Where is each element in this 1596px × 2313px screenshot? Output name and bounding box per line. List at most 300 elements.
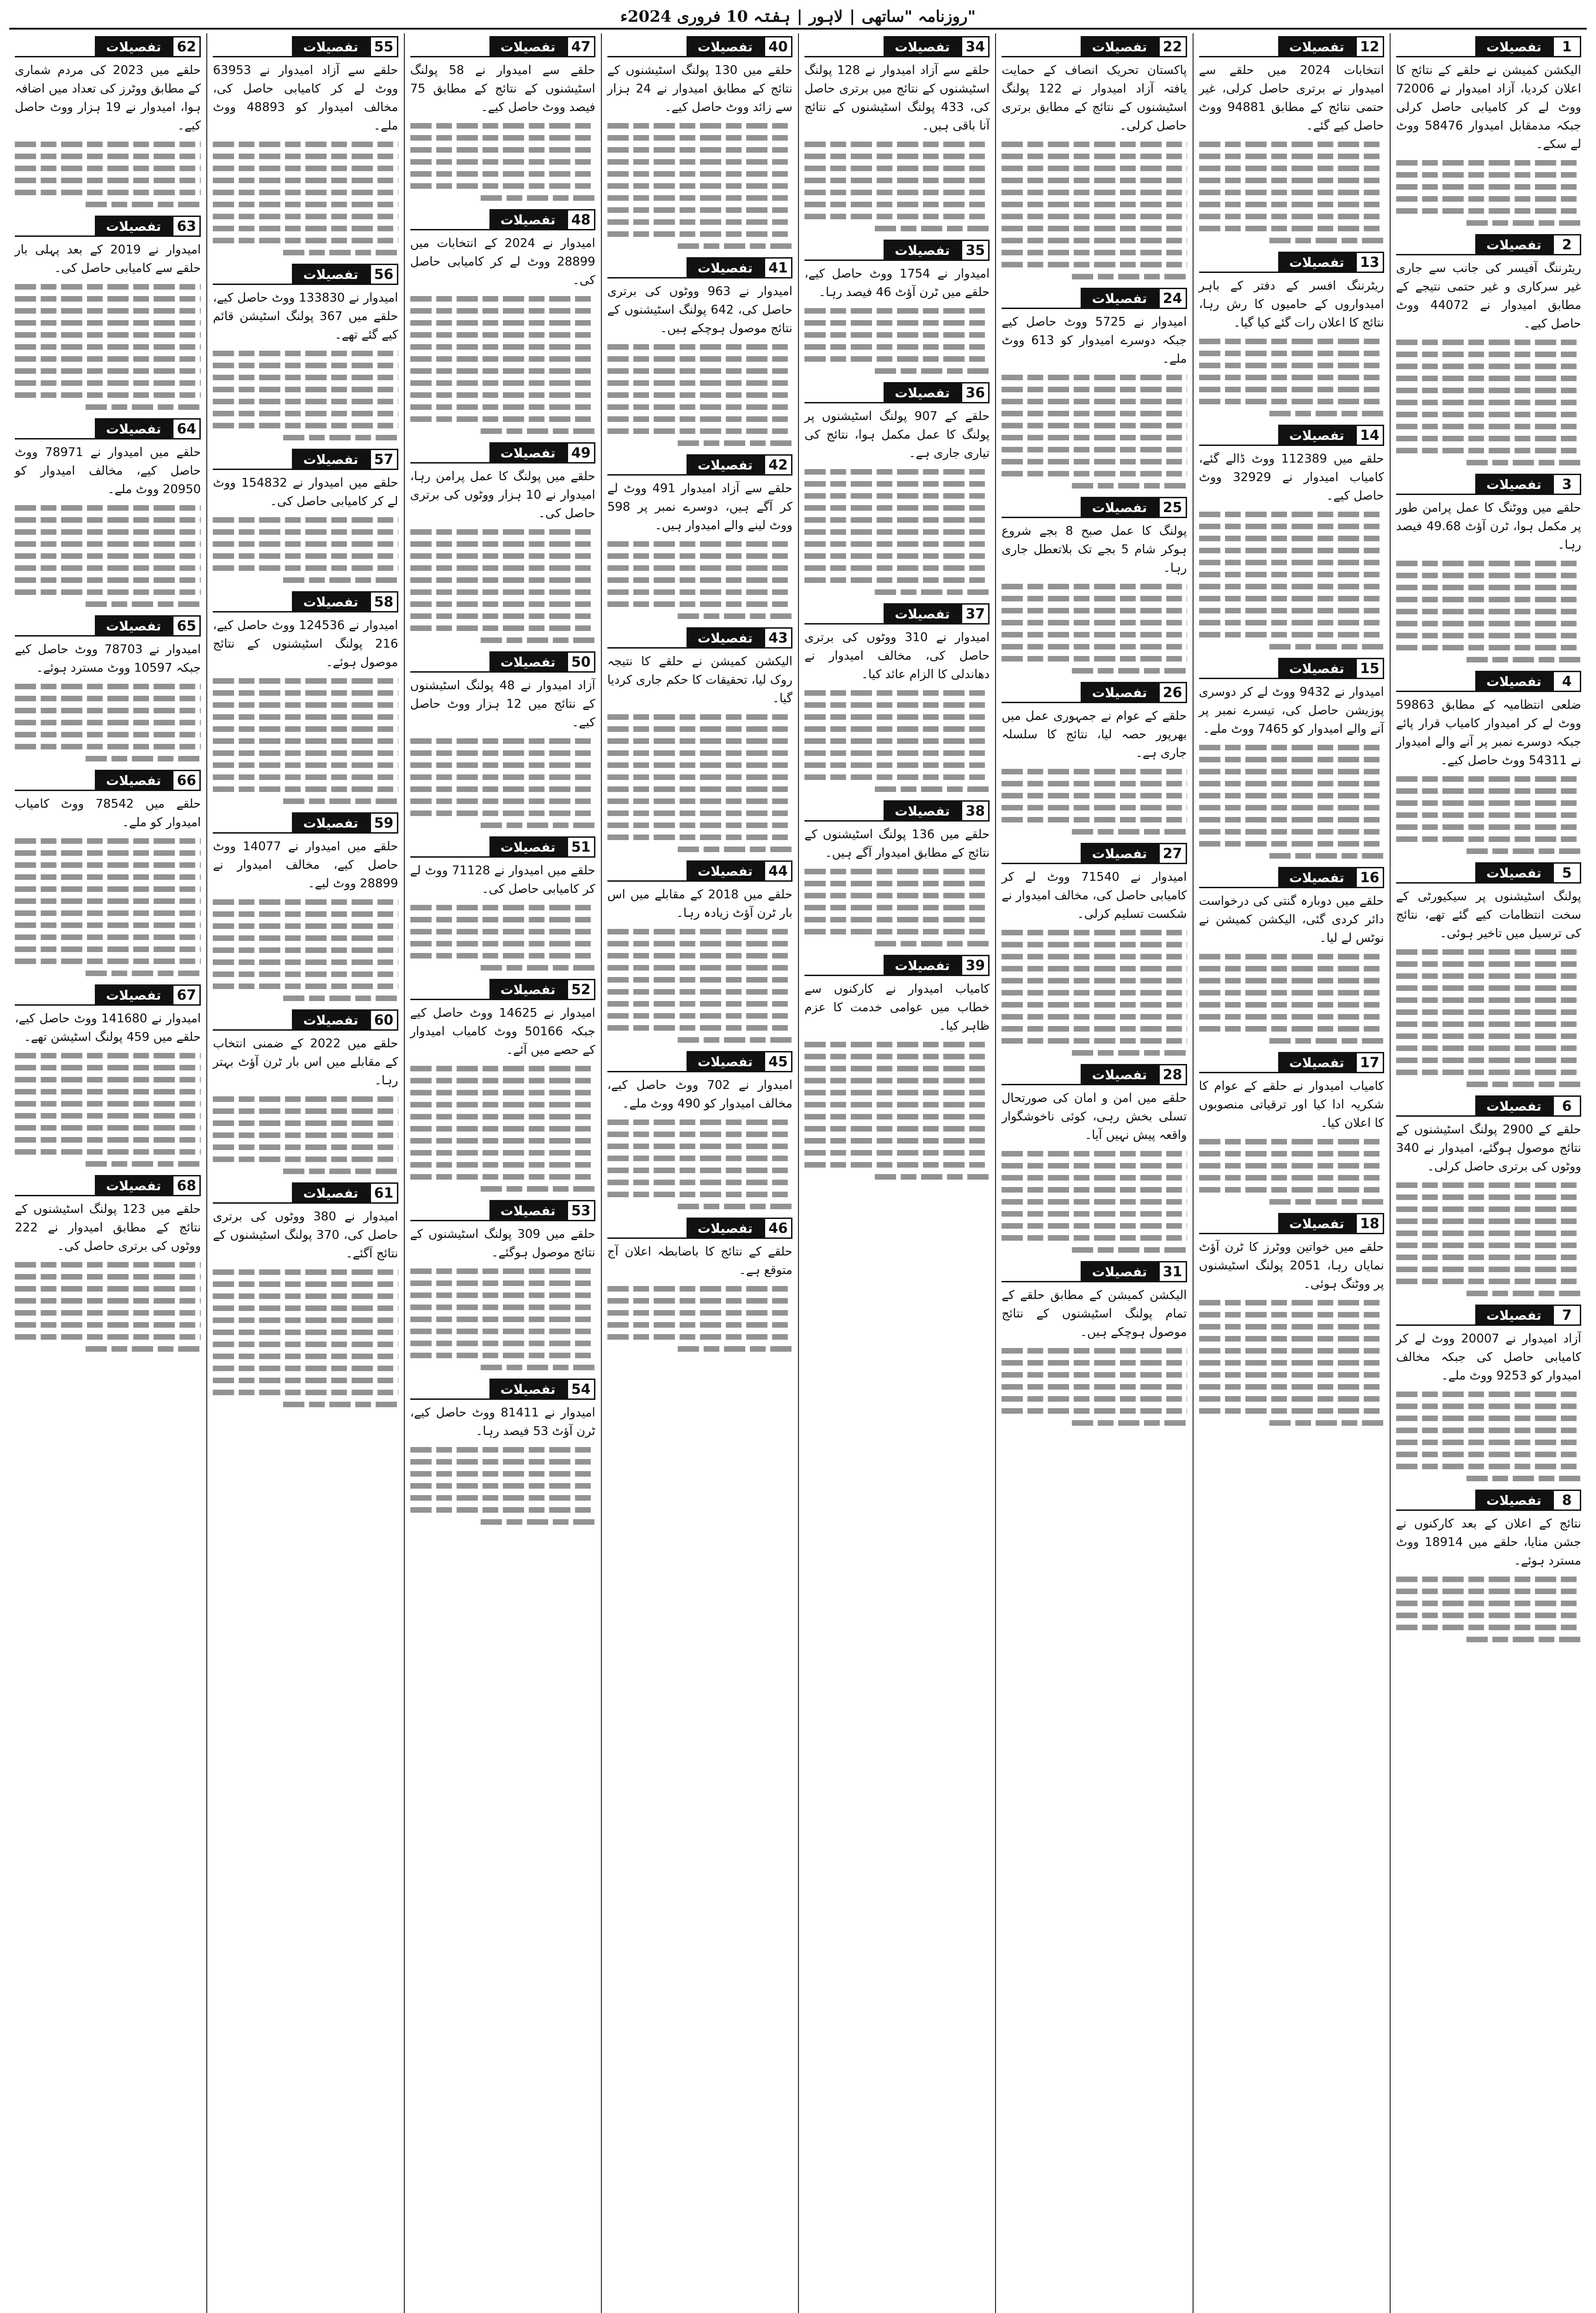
text-line bbox=[1002, 1187, 1187, 1193]
item-number: 36 bbox=[961, 382, 990, 403]
header-rule bbox=[1002, 288, 1081, 309]
section-header-bar bbox=[804, 240, 990, 261]
text-line bbox=[1199, 1187, 1384, 1193]
item-number: 25 bbox=[1158, 497, 1187, 518]
header-rule bbox=[410, 209, 489, 230]
text-line bbox=[804, 714, 990, 720]
text-line bbox=[804, 1150, 990, 1156]
text-line bbox=[1396, 1255, 1581, 1260]
text-line bbox=[15, 541, 201, 547]
text-line bbox=[1396, 1452, 1581, 1457]
text-line bbox=[1002, 632, 1187, 637]
item-number: 54 bbox=[567, 1379, 595, 1400]
text-line bbox=[1072, 1050, 1187, 1056]
header-rule bbox=[1199, 658, 1278, 679]
text-line bbox=[1199, 1014, 1384, 1020]
text-line bbox=[1002, 387, 1187, 392]
text-line bbox=[804, 774, 990, 780]
section-label: تفصیلات bbox=[292, 812, 369, 834]
header-rule bbox=[1002, 843, 1081, 864]
columns-grid bbox=[9, 33, 1587, 2313]
news-item bbox=[1002, 36, 1187, 279]
text-line bbox=[1396, 1182, 1581, 1188]
header-rule bbox=[410, 836, 489, 858]
text-line bbox=[1002, 644, 1187, 649]
item-text: حلقے کے 2900 پولنگ اسٹیشنوں کے نتائج موصول ہوگئے، امیدوار نے 340 ووٹوں کی برتری حاصل کرلی۔ bbox=[1396, 1123, 1581, 1174]
text-line bbox=[1199, 202, 1384, 207]
text-line bbox=[607, 380, 792, 386]
masthead-date: ہفتہ 10 فروری 2024ء bbox=[620, 7, 791, 26]
text-line bbox=[678, 440, 792, 446]
header-rule bbox=[213, 812, 292, 834]
text-line bbox=[607, 1168, 792, 1173]
text-line bbox=[607, 553, 792, 559]
text-line bbox=[607, 171, 792, 177]
news-column bbox=[404, 33, 601, 2313]
section-label: تفصیلات bbox=[1475, 1305, 1553, 1326]
news-item bbox=[804, 603, 990, 792]
section-label: تفصیلات bbox=[1081, 1261, 1158, 1282]
text-line bbox=[15, 862, 201, 868]
text-line bbox=[804, 690, 990, 696]
header-rule bbox=[607, 1218, 687, 1239]
section-header-bar bbox=[410, 651, 595, 673]
news-item bbox=[1002, 843, 1187, 1056]
section-label: تفصیلات bbox=[95, 984, 172, 1006]
text-line bbox=[1002, 1396, 1187, 1402]
header-rule bbox=[213, 264, 292, 285]
text-line bbox=[1002, 769, 1187, 774]
text-line bbox=[1396, 1440, 1581, 1445]
item-text: حلقے کے عوام نے جمہوری عمل میں بھرپور حصہ لیا، نتائج کا سلسلہ جاری ہے۔ bbox=[1002, 709, 1187, 760]
text-line bbox=[410, 356, 595, 362]
text-line bbox=[86, 202, 201, 207]
item-text: حلقے میں 130 پولنگ اسٹیشنوں کے نتائج کے مطابق امیدوار نے 24 ہزار سے زائد ووٹ حاصل کیے۔ bbox=[607, 63, 793, 114]
item-text: حلقے میں امن و امان کی صورتحال تسلی بخش رہی، کوئی ناخوشگوار واقعہ پیش نہیں آیا۔ bbox=[1002, 1091, 1187, 1142]
news-item bbox=[15, 216, 201, 410]
text-line bbox=[86, 404, 201, 410]
text-lines-filler bbox=[1396, 776, 1581, 854]
text-line bbox=[410, 1483, 595, 1489]
header-rule bbox=[213, 449, 292, 470]
text-line bbox=[1002, 954, 1187, 959]
text-line bbox=[213, 750, 398, 756]
item-text: حلقے میں 136 پولنگ اسٹیشنوں کے نتائج کے مطابق امیدوار آگے ہیں۔ bbox=[804, 828, 990, 860]
text-line bbox=[1396, 1464, 1581, 1469]
section-label: تفصیلات bbox=[489, 836, 567, 858]
text-lines-filler bbox=[1199, 954, 1384, 1044]
text-line bbox=[1199, 632, 1384, 637]
text-line bbox=[410, 1150, 595, 1156]
text-line bbox=[283, 798, 398, 804]
text-line bbox=[1199, 1300, 1384, 1305]
section-header-bar bbox=[213, 591, 398, 612]
text-line bbox=[607, 989, 792, 995]
text-line bbox=[1466, 1637, 1581, 1642]
header-rule bbox=[1199, 425, 1278, 446]
text-line bbox=[1269, 238, 1384, 243]
text-line bbox=[1002, 596, 1187, 601]
text-line bbox=[1199, 166, 1384, 171]
text-lines-filler bbox=[1199, 745, 1384, 859]
text-line bbox=[1396, 585, 1581, 590]
text-line bbox=[1199, 620, 1384, 625]
news-item bbox=[213, 591, 398, 804]
news-item bbox=[410, 1379, 595, 1525]
text-line bbox=[1199, 363, 1384, 368]
section-label: تفصیلات bbox=[292, 264, 369, 285]
text-line bbox=[213, 1354, 398, 1359]
section-label: تفصیلات bbox=[687, 36, 764, 57]
header-rule bbox=[1199, 1052, 1278, 1073]
text-line bbox=[1002, 250, 1187, 255]
text-line bbox=[283, 577, 398, 583]
header-rule bbox=[410, 651, 489, 673]
text-line bbox=[213, 1156, 398, 1162]
section-header-bar bbox=[1396, 1305, 1581, 1326]
text-line bbox=[1199, 769, 1384, 774]
text-line bbox=[1396, 973, 1581, 979]
item-number: 22 bbox=[1158, 36, 1187, 57]
text-line bbox=[86, 756, 201, 761]
section-label: تفصیلات bbox=[1278, 867, 1355, 888]
text-lines-filler bbox=[15, 684, 201, 761]
section-label: تفصیلات bbox=[884, 240, 961, 261]
text-lines-filler bbox=[1199, 1300, 1384, 1426]
section-label: تفصیلات bbox=[489, 1200, 567, 1221]
item-text: ریٹرننگ آفیسر کی جانب سے جاری غیر سرکاری و غیر حتمی نتیجے کے مطابق امیدوار نے 44072 ووٹ حاصل کیے۔ bbox=[1396, 261, 1581, 331]
text-line bbox=[15, 178, 201, 183]
header-rule bbox=[804, 955, 884, 976]
text-line bbox=[1396, 1601, 1581, 1606]
text-line bbox=[1002, 1014, 1187, 1020]
section-header-bar bbox=[15, 216, 201, 237]
section-header-bar bbox=[15, 615, 201, 637]
text-line bbox=[1396, 800, 1581, 806]
text-line bbox=[875, 786, 990, 792]
section-label: تفصیلات bbox=[489, 442, 567, 464]
header-rule bbox=[607, 1051, 687, 1072]
section-label: تفصیلات bbox=[1475, 234, 1553, 255]
text-line bbox=[15, 166, 201, 171]
section-label: تفصیلات bbox=[884, 800, 961, 822]
item-number: 26 bbox=[1158, 682, 1187, 703]
text-line bbox=[410, 1268, 595, 1274]
item-text: امیدوار نے 14625 ووٹ حاصل کیے جبکہ 50166 ووٹ کامیاب امیدوار کے حصے میں آئے۔ bbox=[410, 1006, 595, 1057]
text-line bbox=[410, 1174, 595, 1180]
news-item bbox=[607, 1051, 792, 1209]
text-lines-filler bbox=[804, 308, 990, 374]
text-line bbox=[1199, 536, 1384, 541]
text-line bbox=[607, 977, 792, 983]
text-line bbox=[1002, 1175, 1187, 1181]
text-line bbox=[1199, 841, 1384, 847]
item-number: 57 bbox=[370, 449, 398, 470]
text-line bbox=[213, 690, 398, 696]
item-number: 35 bbox=[961, 240, 990, 261]
text-lines-filler bbox=[804, 142, 990, 231]
item-number: 15 bbox=[1355, 658, 1384, 679]
news-item bbox=[410, 36, 595, 201]
section-header-bar bbox=[15, 984, 201, 1006]
text-line bbox=[410, 123, 595, 129]
text-line bbox=[15, 505, 201, 511]
item-text: حلقے میں 78542 ووٹ کامیاب امیدوار کو ملے۔ bbox=[15, 797, 201, 829]
section-header-bar bbox=[1396, 474, 1581, 495]
text-line bbox=[1199, 596, 1384, 601]
section-label: تفصیلات bbox=[1081, 497, 1158, 518]
text-line bbox=[1396, 1428, 1581, 1433]
item-number: 7 bbox=[1553, 1305, 1581, 1326]
text-line bbox=[213, 375, 398, 380]
text-line bbox=[1002, 1199, 1187, 1205]
text-line bbox=[1199, 978, 1384, 983]
text-lines-filler bbox=[607, 123, 792, 249]
text-line bbox=[15, 1310, 201, 1316]
header-rule bbox=[213, 1182, 292, 1204]
text-line bbox=[1396, 1589, 1581, 1594]
section-label: تفصیلات bbox=[1081, 682, 1158, 703]
text-line bbox=[804, 726, 990, 732]
item-number: 14 bbox=[1355, 425, 1384, 446]
text-line bbox=[804, 1114, 990, 1119]
item-number: 46 bbox=[764, 1218, 792, 1239]
text-line bbox=[1396, 812, 1581, 818]
item-text: حلقے میں خواتین ووٹرز کا ٹرن آؤٹ نمایاں رہا، 2051 پولنگ اسٹیشنوں پر ووٹنگ ہوئی۔ bbox=[1199, 1240, 1384, 1291]
item-text: حلقے میں 309 پولنگ اسٹیشنوں کے نتائج موصول ہوگئے۔ bbox=[410, 1227, 595, 1260]
text-lines-filler bbox=[607, 929, 792, 1043]
item-number: 42 bbox=[764, 454, 792, 476]
text-line bbox=[1199, 745, 1384, 750]
text-line bbox=[804, 178, 990, 183]
section-header-bar bbox=[15, 418, 201, 439]
text-line bbox=[804, 505, 990, 511]
text-line bbox=[15, 320, 201, 326]
text-line bbox=[213, 1305, 398, 1311]
text-line bbox=[15, 684, 201, 689]
item-number: 61 bbox=[370, 1182, 398, 1204]
item-number: 65 bbox=[172, 615, 201, 637]
item-number: 24 bbox=[1158, 288, 1187, 309]
text-line bbox=[607, 1001, 792, 1007]
text-line bbox=[607, 344, 792, 350]
section-header-bar bbox=[804, 800, 990, 822]
text-lines-filler bbox=[607, 1119, 792, 1209]
text-line bbox=[213, 238, 398, 243]
text-line bbox=[1396, 1194, 1581, 1200]
text-line bbox=[1002, 154, 1187, 159]
text-line bbox=[283, 435, 398, 440]
item-number: 27 bbox=[1158, 843, 1187, 864]
item-text: امیدوار نے 1754 ووٹ حاصل کیے، حلقے میں ٹرن آؤٹ 46 فیصد رہا۔ bbox=[804, 267, 990, 299]
text-line bbox=[481, 1519, 595, 1525]
text-line bbox=[1199, 1372, 1384, 1378]
text-lines-filler bbox=[1396, 949, 1581, 1087]
section-label: تفصیلات bbox=[687, 627, 764, 649]
section-label: تفصیلات bbox=[687, 257, 764, 278]
text-line bbox=[410, 1305, 595, 1310]
text-line bbox=[1199, 1151, 1384, 1156]
text-line bbox=[1396, 448, 1581, 453]
text-lines-filler bbox=[15, 142, 201, 207]
text-line bbox=[1002, 1038, 1187, 1044]
text-line bbox=[213, 786, 398, 792]
section-header-bar bbox=[607, 860, 792, 882]
text-lines-filler bbox=[607, 1286, 792, 1352]
header-rule bbox=[410, 979, 489, 1000]
text-line bbox=[1396, 376, 1581, 381]
news-item bbox=[607, 860, 792, 1043]
text-lines-filler bbox=[1002, 142, 1187, 279]
text-line bbox=[15, 529, 201, 535]
text-lines-filler bbox=[1396, 561, 1581, 662]
text-line bbox=[15, 1286, 201, 1292]
text-line bbox=[804, 344, 990, 350]
text-line bbox=[213, 774, 398, 780]
text-line bbox=[15, 1149, 201, 1155]
section-label: تفصیلات bbox=[1475, 1490, 1553, 1511]
item-text: حلقے کے 907 پولنگ اسٹیشنوں پر پولنگ کا عمل مکمل ہوا، نتائج کی تیاری جاری ہے۔ bbox=[804, 409, 990, 460]
text-line bbox=[213, 399, 398, 404]
text-line bbox=[678, 1037, 792, 1043]
item-text: حلقے میں ووٹنگ کا عمل پرامن طور پر مکمل ہوا، ٹرن آؤٹ 49.68 فیصد رہا۔ bbox=[1396, 501, 1582, 552]
text-line bbox=[283, 1169, 398, 1174]
item-number: 41 bbox=[764, 257, 792, 278]
text-line bbox=[15, 296, 201, 302]
text-line bbox=[1199, 339, 1384, 344]
item-text: امیدوار نے 2019 کے بعد پہلی بار حلقے سے کامیابی حاصل کی۔ bbox=[15, 243, 201, 275]
header-rule bbox=[1396, 234, 1475, 255]
text-line bbox=[410, 332, 595, 338]
item-text: حلقے کے نتائج کا باضابطہ اعلان آج متوقع ہے۔ bbox=[607, 1245, 792, 1277]
item-text: حلقے میں 112389 ووٹ ڈالے گئے، کامیاب امیدوار نے 32929 ووٹ حاصل کیے۔ bbox=[1199, 452, 1384, 503]
section-label: تفصیلات bbox=[884, 382, 961, 403]
text-line bbox=[607, 750, 792, 756]
header-rule bbox=[607, 627, 687, 649]
text-lines-filler bbox=[213, 1269, 398, 1407]
news-column bbox=[9, 33, 206, 2313]
text-lines-filler bbox=[410, 123, 595, 201]
text-line bbox=[1396, 1613, 1581, 1618]
text-line bbox=[410, 1126, 595, 1132]
text-line bbox=[213, 190, 398, 195]
text-line bbox=[804, 541, 990, 547]
news-item bbox=[15, 615, 201, 761]
text-line bbox=[607, 1013, 792, 1019]
text-line bbox=[1199, 1026, 1384, 1032]
masthead-location: لاہور bbox=[809, 7, 843, 26]
text-line bbox=[1199, 142, 1384, 147]
section-label: تفصیلات bbox=[687, 454, 764, 476]
text-line bbox=[410, 1447, 595, 1453]
text-line bbox=[1072, 1247, 1187, 1253]
section-header-bar bbox=[213, 812, 398, 834]
text-line bbox=[1002, 375, 1187, 380]
text-line bbox=[410, 171, 595, 177]
text-line bbox=[1002, 142, 1187, 147]
item-text: آزاد امیدوار نے 48 پولنگ اسٹیشنوں کے نتائج میں 12 ہزار ووٹ حاصل کیے۔ bbox=[410, 679, 595, 730]
header-rule bbox=[410, 36, 489, 57]
text-line bbox=[15, 553, 201, 559]
text-line bbox=[1002, 238, 1187, 243]
news-item bbox=[15, 984, 201, 1167]
news-item bbox=[1199, 252, 1384, 416]
news-item bbox=[1002, 1064, 1187, 1253]
header-rule bbox=[804, 382, 884, 403]
item-text: امیدوار نے 81411 ووٹ حاصل کیے، ٹرن آؤٹ 53 فیصد رہا۔ bbox=[410, 1406, 595, 1438]
text-line bbox=[1396, 645, 1581, 650]
header-rule bbox=[1002, 1064, 1081, 1085]
text-line bbox=[607, 601, 792, 607]
item-text: ریٹرننگ افسر کے دفتر کے باہر امیدواروں کے حامیوں کا رش رہا، نتائج کا اعلان رات گئے کیا گیا۔ bbox=[1199, 279, 1384, 330]
text-line bbox=[804, 190, 990, 195]
section-header-bar bbox=[607, 1218, 792, 1239]
text-line bbox=[410, 917, 595, 922]
text-line bbox=[410, 320, 595, 326]
text-line bbox=[804, 893, 990, 898]
text-line bbox=[607, 368, 792, 374]
text-line bbox=[15, 308, 201, 314]
text-line bbox=[213, 1108, 398, 1114]
text-line bbox=[15, 1262, 201, 1268]
item-text: حلقے میں پولنگ کا عمل پرامن رہا، امیدوار نے 10 ہزار ووٹوں کی برتری حاصل کی۔ bbox=[410, 470, 595, 520]
item-number: 34 bbox=[961, 36, 990, 57]
text-line bbox=[213, 351, 398, 356]
text-line bbox=[1199, 190, 1384, 195]
section-label: تفصیلات bbox=[95, 770, 172, 791]
text-line bbox=[1199, 387, 1384, 392]
header-rule bbox=[1396, 36, 1475, 57]
text-line bbox=[410, 1280, 595, 1286]
text-line bbox=[15, 959, 201, 964]
header-rule bbox=[410, 1379, 489, 1400]
text-line bbox=[15, 1125, 201, 1131]
text-line bbox=[213, 1269, 398, 1275]
text-line bbox=[804, 214, 990, 219]
text-line bbox=[213, 517, 398, 523]
text-lines-filler bbox=[804, 690, 990, 792]
text-line bbox=[213, 553, 398, 559]
text-line bbox=[213, 565, 398, 571]
news-item bbox=[1396, 474, 1581, 662]
item-number: 58 bbox=[370, 591, 398, 612]
text-line bbox=[678, 613, 792, 619]
text-line bbox=[1199, 757, 1384, 762]
section-header-bar bbox=[15, 770, 201, 791]
header-rule bbox=[213, 591, 292, 612]
text-line bbox=[15, 1101, 201, 1107]
text-line bbox=[481, 1365, 595, 1370]
news-item bbox=[1396, 36, 1581, 226]
item-number: 56 bbox=[370, 264, 398, 285]
text-line bbox=[410, 1341, 595, 1346]
text-lines-filler bbox=[15, 505, 201, 607]
news-item bbox=[1002, 682, 1187, 835]
header-rule bbox=[607, 860, 687, 882]
text-line bbox=[1002, 447, 1187, 452]
text-line bbox=[804, 565, 990, 571]
section-header-bar bbox=[804, 36, 990, 57]
text-line bbox=[804, 1126, 990, 1132]
item-number: 50 bbox=[567, 651, 595, 673]
text-line bbox=[607, 416, 792, 422]
text-line bbox=[410, 1293, 595, 1298]
text-line bbox=[1002, 930, 1187, 935]
text-line bbox=[1002, 620, 1187, 625]
text-line bbox=[804, 905, 990, 910]
news-item bbox=[1396, 1095, 1581, 1296]
item-text: امیدوار نے 71540 ووٹ لے کر کامیابی حاصل کی، مخالف امیدوار نے شکست تسلیم کرلی۔ bbox=[1002, 870, 1187, 921]
